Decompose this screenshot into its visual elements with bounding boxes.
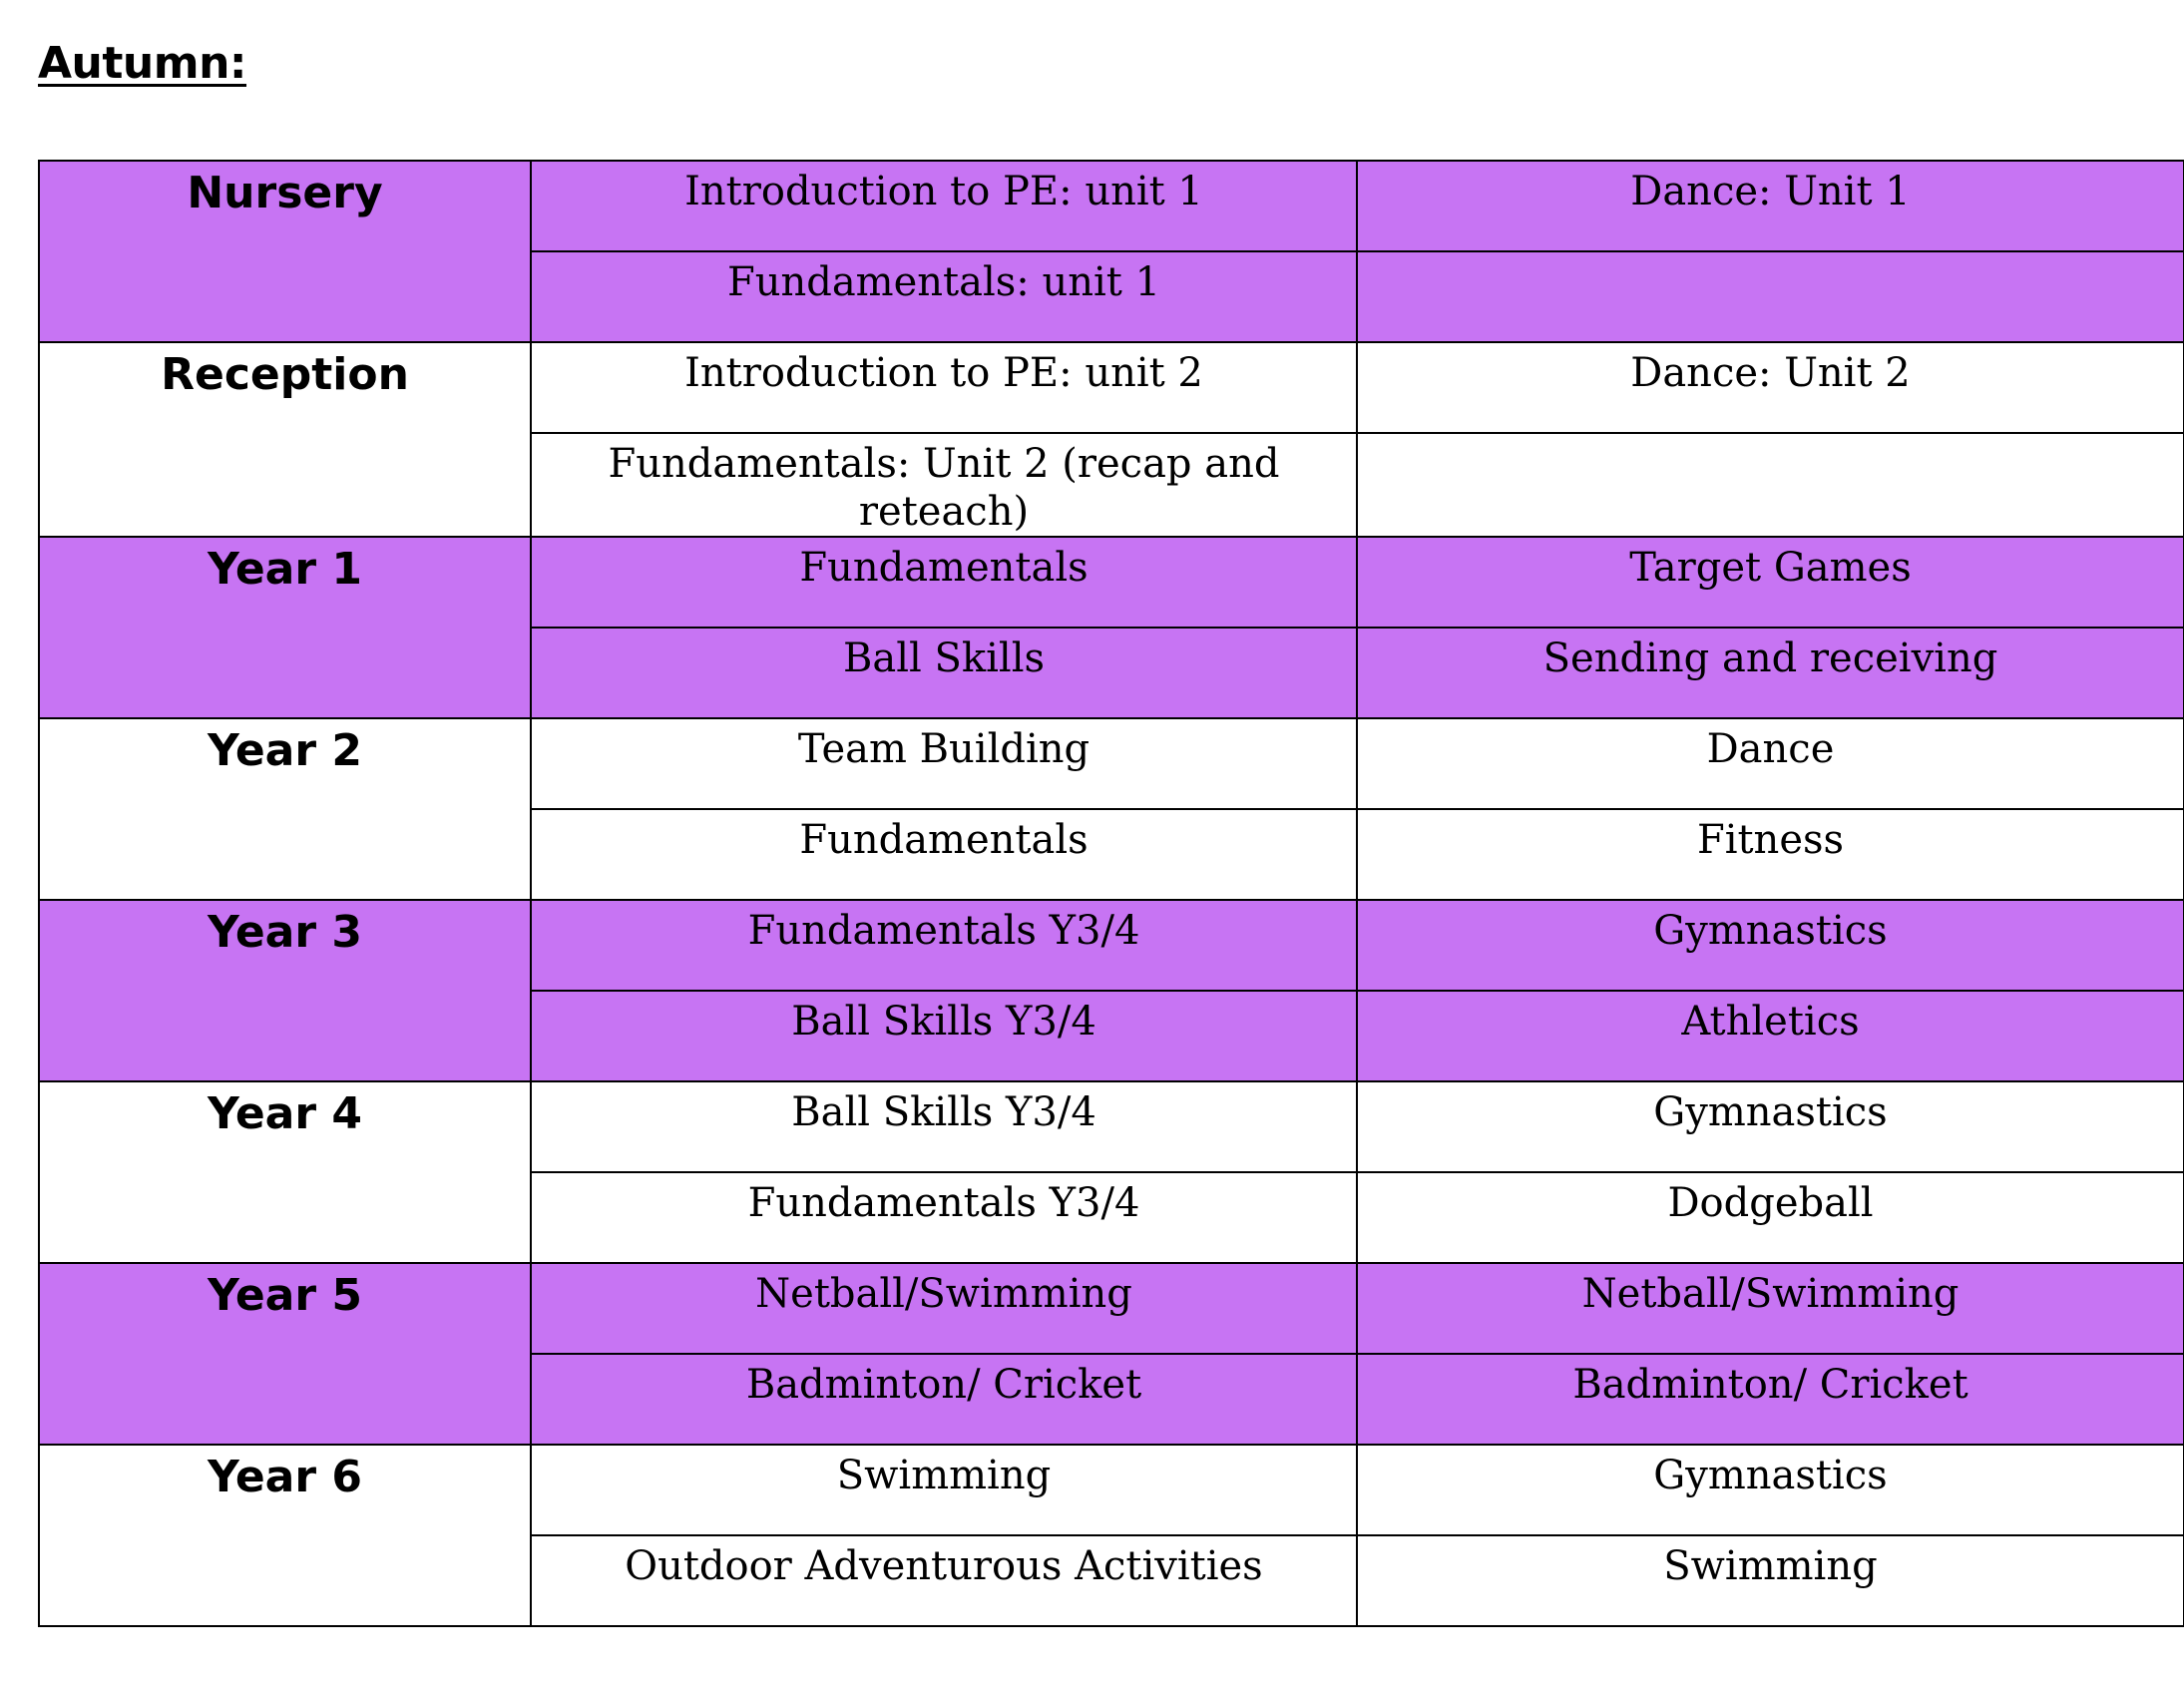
unit-cell: Fundamentals: unit 1 xyxy=(531,251,1357,342)
unit-cell: Sending and receiving xyxy=(1357,628,2184,718)
table-row xyxy=(39,342,2184,433)
year-label: Year 3 xyxy=(39,900,531,1081)
unit-cell: Ball Skills Y3/4 xyxy=(531,991,1357,1081)
unit-cell: Fundamentals Y3/4 xyxy=(531,1172,1357,1263)
unit-cell: Badminton/ Cricket xyxy=(531,1354,1357,1445)
unit-cell: Gymnastics xyxy=(1357,900,2184,991)
year-label: Nursery xyxy=(39,161,531,342)
unit-cell: Dance: Unit 2 xyxy=(1357,342,2184,433)
unit-cell: Fundamentals: Unit 2 (recap and reteach) xyxy=(531,433,1357,537)
table-row xyxy=(39,1081,2184,1172)
table-row xyxy=(39,718,2184,809)
unit-cell: Gymnastics xyxy=(1357,1445,2184,1535)
unit-cell: Team Building xyxy=(531,718,1357,809)
table-row xyxy=(39,1445,2184,1535)
unit-cell: Netball/Swimming xyxy=(1357,1263,2184,1354)
table-row xyxy=(39,900,2184,991)
table-row xyxy=(39,537,2184,628)
year-label: Year 2 xyxy=(39,718,531,900)
pe-curriculum-table xyxy=(38,160,2184,1627)
year-label: Year 6 xyxy=(39,1445,531,1626)
table-row xyxy=(39,161,2184,251)
unit-cell: Outdoor Adventurous Activities xyxy=(531,1535,1357,1626)
unit-cell xyxy=(1357,433,2184,537)
unit-cell: Introduction to PE: unit 1 xyxy=(531,161,1357,251)
unit-cell: Dance: Unit 1 xyxy=(1357,161,2184,251)
year-label: Reception xyxy=(39,342,531,537)
unit-cell: Fundamentals xyxy=(531,809,1357,900)
unit-cell: Ball Skills xyxy=(531,628,1357,718)
year-label: Year 4 xyxy=(39,1081,531,1263)
unit-cell: Swimming xyxy=(531,1445,1357,1535)
unit-cell: Gymnastics xyxy=(1357,1081,2184,1172)
table-row xyxy=(39,1263,2184,1354)
unit-cell: Fitness xyxy=(1357,809,2184,900)
unit-cell: Introduction to PE: unit 2 xyxy=(531,342,1357,433)
unit-cell: Athletics xyxy=(1357,991,2184,1081)
unit-cell: Badminton/ Cricket xyxy=(1357,1354,2184,1445)
unit-cell: Fundamentals Y3/4 xyxy=(531,900,1357,991)
unit-cell: Fundamentals xyxy=(531,537,1357,628)
unit-cell: Swimming xyxy=(1357,1535,2184,1626)
year-label: Year 5 xyxy=(39,1263,531,1445)
year-label: Year 1 xyxy=(39,537,531,718)
unit-cell: Target Games xyxy=(1357,537,2184,628)
unit-cell xyxy=(1357,251,2184,342)
unit-cell: Dance xyxy=(1357,718,2184,809)
unit-cell: Dodgeball xyxy=(1357,1172,2184,1263)
unit-cell: Ball Skills Y3/4 xyxy=(531,1081,1357,1172)
page-title: Autumn: xyxy=(38,38,247,89)
unit-cell: Netball/Swimming xyxy=(531,1263,1357,1354)
